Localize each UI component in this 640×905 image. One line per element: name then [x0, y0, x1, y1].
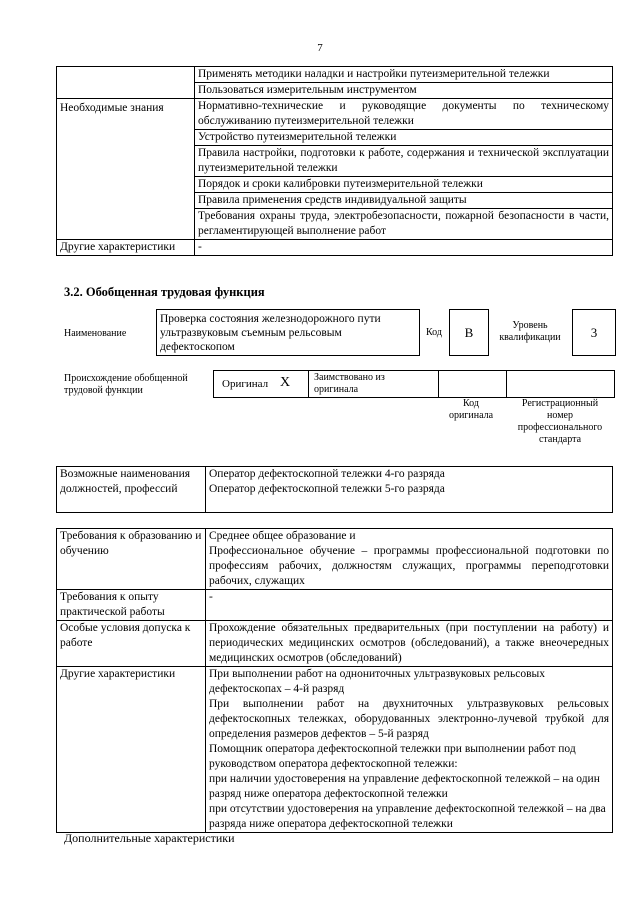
row-label: Возможные наименования должностей, профессий: [57, 467, 206, 513]
table-row: [57, 667, 613, 833]
req-line: при наличии удостоверения на управление дефектоскопной тележкой – на один разряд ниже оператора дефектоскопной тележки: [209, 773, 600, 800]
row-value: Пользоваться измерительным инструментом: [195, 83, 613, 99]
table-row: [57, 529, 613, 590]
row-label: Необходимые знания: [57, 99, 195, 240]
req-line: Прохождение обязательных предварительных (при поступлении на работу) и периодических медицинских осмотров (обследований), а также внеочередных медицинских осмотров (обследований): [209, 622, 609, 664]
code-label: Код: [426, 327, 442, 338]
page-number: 7: [317, 42, 323, 54]
row-label: Другие характеристики: [57, 240, 195, 256]
row-label: [57, 67, 195, 99]
divider: [308, 371, 309, 397]
table-row: [57, 67, 613, 83]
level-label: Уровень квалификации: [499, 320, 561, 343]
req-line: Профессиональное обучение – программы профессиональной подготовки по профессиям рабочих, должностям служащих, программы переподготовки рабочих, служащих: [209, 545, 609, 587]
row-value: Порядок и сроки калибровки путеизмерительной тележки: [195, 177, 613, 193]
row-value: -: [195, 240, 613, 256]
row-value: [206, 621, 613, 667]
table-row: [57, 590, 613, 621]
section-title: 3.2. Обобщенная трудовая функция: [64, 285, 265, 299]
requirements-table: [56, 528, 613, 833]
row-value: Правила настройки, подготовки к работе, содержания и технической эксплуатации путеизмерительной тележки: [195, 146, 613, 177]
row-value: Требования охраны труда, электробезопасности, пожарной безопасности в части, регламентирующей выполнение работ: [195, 209, 613, 240]
row-label: Требования к опыту практической работы: [57, 590, 206, 621]
divider: [506, 371, 507, 397]
row-value: Правила применения средств индивидуальной защиты: [195, 193, 613, 209]
row-value: [206, 590, 613, 621]
reg-caption: Регистрационный номер профессионального стандарта: [517, 398, 603, 445]
req-line: Среднее общее образование и: [209, 530, 356, 542]
divider: [438, 371, 439, 397]
row-label: Особые условия допуска к работе: [57, 621, 206, 667]
footer-text: Дополнительные характеристики: [64, 831, 235, 845]
req-line: при отсутствии удостоверения на управление дефектоскопной тележкой – на два разряда ниже оператора дефектоскопной тележки: [209, 803, 606, 830]
table-row: [57, 240, 613, 256]
job-title: Оператор дефектоскопной тележки 5-го разряда: [209, 483, 445, 495]
row-value: Устройство путеизмерительной тележки: [195, 130, 613, 146]
function-name-value: Проверка состояния железнодорожного пути ультразвуковым съемным рельсовым дефектоскопом: [160, 313, 381, 353]
row-label: Требования к образованию и обучению: [57, 529, 206, 590]
original-mark: X: [280, 375, 291, 390]
function-name-box: [156, 309, 420, 356]
borrowed-label: Заимствовано из оригинала: [314, 372, 385, 395]
table-row: [57, 467, 613, 513]
req-line: При выполнении работ на двухниточных ультразвуковых рельсовых дефектоскопных тележках, оборудованных электронно-лучевой трубкой для определения размеров дефектов – 5-й разряд: [209, 698, 609, 740]
name-label: Наименование: [64, 328, 127, 339]
req-line: При выполнении работ на однониточных ультразвуковых рельсовых дефектоскопах – 4-й разряд: [209, 668, 546, 695]
req-line: -: [209, 591, 213, 603]
req-line: Помощник оператора дефектоскопной тележки при выполнении работ под руководством оператора дефектоскопной тележки:: [209, 743, 576, 770]
origin-box: [213, 370, 615, 398]
table-row: [57, 99, 613, 130]
code-box: [449, 309, 489, 356]
origin-label: Происхождение обобщенной трудовой функции: [64, 373, 188, 396]
code-caption: Код оригинала: [448, 398, 494, 421]
code-value: B: [464, 325, 474, 340]
row-label: Другие характеристики: [57, 667, 206, 833]
row-value: Применять методики наладки и настройки путеизмерительной тележки: [195, 67, 613, 83]
row-value: [206, 529, 613, 590]
table-row: [57, 621, 613, 667]
row-value: Нормативно-технические и руководящие документы по техническому обслуживанию путеизмерительной тележки: [195, 99, 613, 130]
original-label: Оригинал: [222, 378, 269, 390]
row-value: [206, 667, 613, 833]
job-titles-table: [56, 466, 613, 513]
level-value: 3: [590, 325, 598, 340]
skills-knowledge-table: [56, 66, 613, 256]
level-box: [572, 309, 616, 356]
row-value: [206, 467, 613, 513]
job-title: Оператор дефектоскопной тележки 4-го разряда: [209, 468, 445, 480]
